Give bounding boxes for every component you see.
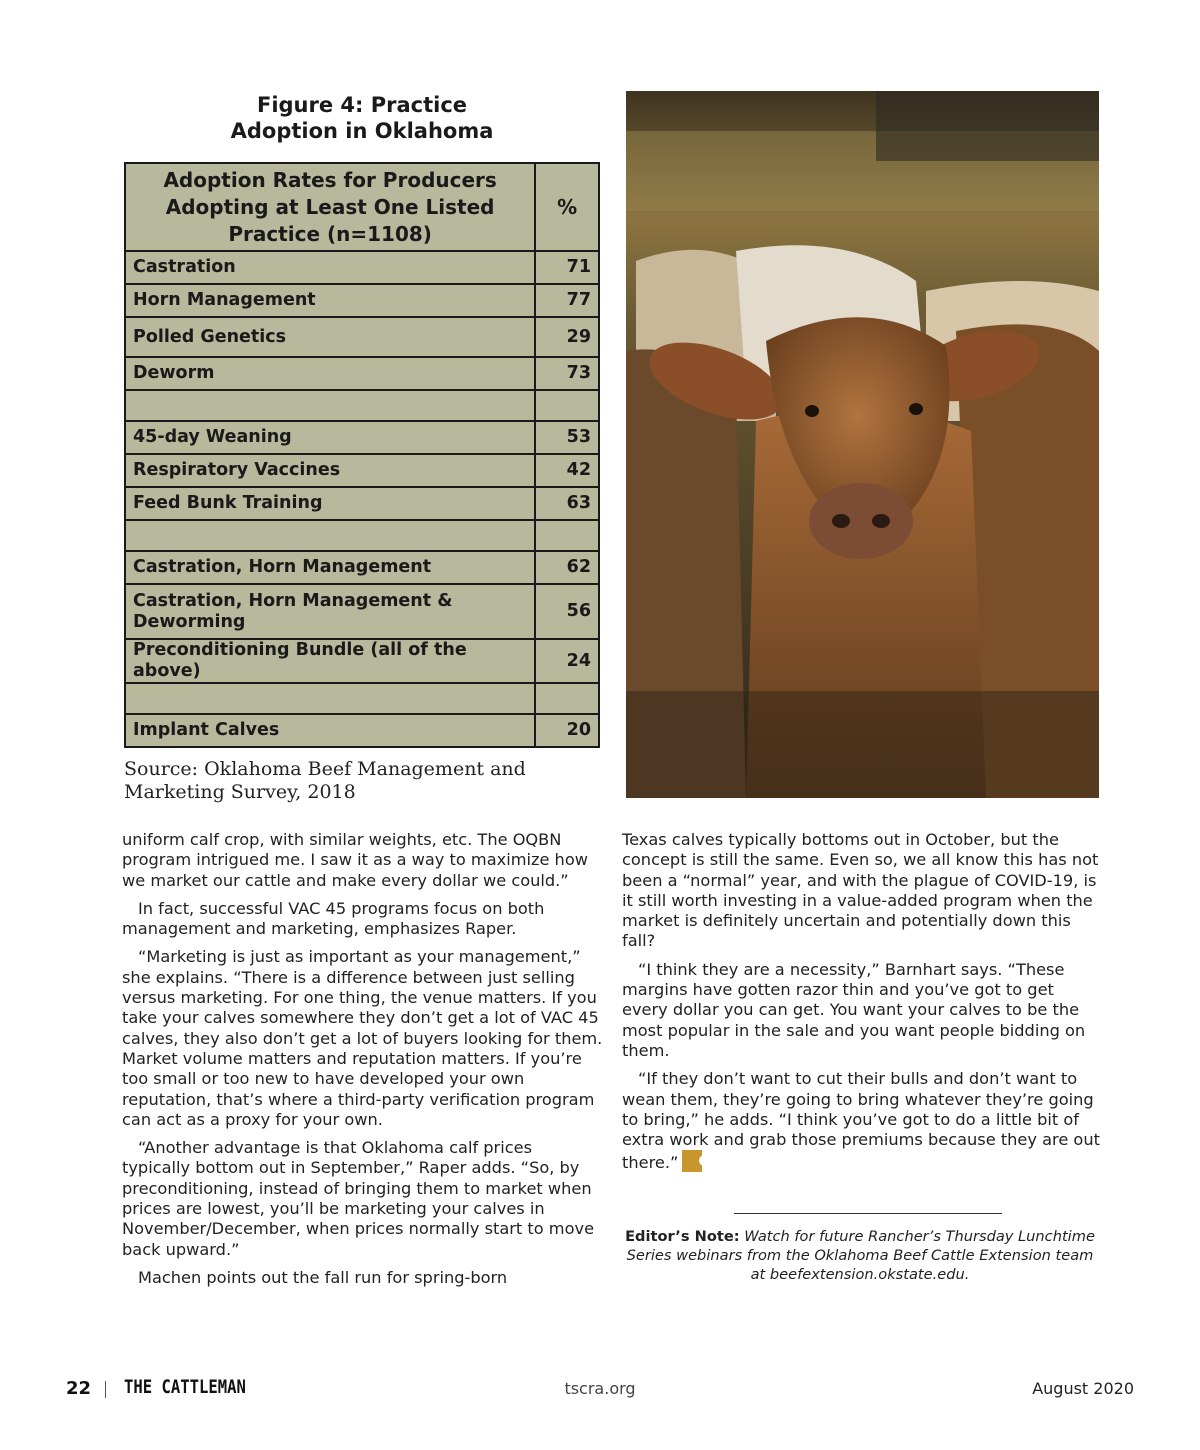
cattle-photo-illustration xyxy=(626,91,1099,798)
adoption-table xyxy=(124,162,600,748)
row-value: 73 xyxy=(535,357,599,390)
figure-source: Source: Oklahoma Beef Management and Marketing Survey, 2018 xyxy=(124,758,526,803)
figure-title-line2: Adoption in Oklahoma xyxy=(230,119,494,143)
article-paragraph: In fact, successful VAC 45 programs focus on both management and marketing, emphasizes Raper. xyxy=(122,898,545,939)
editor-note-divider xyxy=(734,1213,1002,1214)
article-paragraph: Machen points out the fall run for spring-born xyxy=(138,1267,508,1287)
row-value: 20 xyxy=(535,714,599,747)
table-row xyxy=(125,714,599,747)
figure-title-line1: Figure 4: Practice xyxy=(256,93,468,117)
editor-note-label: Editor’s Note: xyxy=(625,1228,740,1245)
row-label: Preconditioning Bundle (all of the above) xyxy=(125,639,535,683)
row-label xyxy=(125,683,535,714)
row-label: Horn Management xyxy=(125,284,535,317)
row-label: Castration, Horn Management & Deworming xyxy=(125,584,535,639)
row-value: 71 xyxy=(535,251,599,284)
table-header-practice: Adoption Rates for Producers Adopting at Least One Listed Practice (n=1108) xyxy=(125,163,535,251)
row-label: Implant Calves xyxy=(125,714,535,747)
table-header-row xyxy=(125,163,599,251)
table-row xyxy=(125,421,599,454)
row-label: Respiratory Vaccines xyxy=(125,454,535,487)
row-label: Castration, Horn Management xyxy=(125,551,535,584)
table-row xyxy=(125,454,599,487)
article-paragraph: “I think they are a necessity,” Barnhart says. “These margins have gotten razor thin and you’ve got to get every dollar you can get. You want your calves to be the most popular in the sale and you want people bidding on them. xyxy=(622,959,1086,1060)
table-row-spacer xyxy=(125,390,599,421)
table-row-spacer xyxy=(125,520,599,551)
cattle-photo xyxy=(626,91,1099,798)
article-paragraph: “Another advantage is that Oklahoma calf prices typically bottom out in September,” Raper adds. “So, by preconditioning, instead of bringing them to market when prices are lowest, you’ll be marketing your calves in November/December, when prices normally start to move back upward.” xyxy=(122,1138,595,1259)
table-row xyxy=(125,251,599,284)
row-label: Polled Genetics xyxy=(125,317,535,357)
article-paragraph: “Marketing is just as important as your management,” she explains. “There is a difference between just selling versus marketing. For one thing, the venue matters. If you take your calves somewhere they don’t get a lot of VAC 45 calves, they also don’t get a lot of buyers looking for them. Market volume matters and reputation matters. If you’re too small or too new to have developed your own reputation, that’s where a third-party verification program can act as a proxy for your own. xyxy=(122,947,603,1129)
figure-title xyxy=(124,92,600,144)
table-row-spacer xyxy=(125,683,599,714)
footer-date: August 2020 xyxy=(1032,1379,1134,1398)
table-header-percent: % xyxy=(535,163,599,251)
page-number: 22 xyxy=(66,1378,92,1399)
article-paragraph: uniform calf crop, with similar weights, etc. The OQBN program intrigued me. I saw it as a way to maximize how we market our cattle and make every dollar we could.” xyxy=(122,830,588,890)
table-row xyxy=(125,584,599,639)
row-value: 53 xyxy=(535,421,599,454)
row-value: 77 xyxy=(535,284,599,317)
row-label xyxy=(125,520,535,551)
end-mark-icon xyxy=(682,1150,710,1172)
article-paragraph-last xyxy=(622,1069,1102,1173)
row-value xyxy=(535,390,599,421)
row-label xyxy=(125,390,535,421)
row-value: 56 xyxy=(535,584,599,639)
row-value: 62 xyxy=(535,551,599,584)
end-mark-glyph: C xyxy=(698,1152,710,1171)
table-row xyxy=(125,284,599,317)
article-column-left xyxy=(122,830,604,1296)
row-value: 63 xyxy=(535,487,599,520)
row-value: 24 xyxy=(535,639,599,683)
row-label: 45-day Weaning xyxy=(125,421,535,454)
table-row xyxy=(125,551,599,584)
table-row xyxy=(125,639,599,683)
table-row xyxy=(125,317,599,357)
article-paragraph: Texas calves typically bottoms out in October, but the concept is still the same. Even so, we all know this has not been a “normal” year, and with the plague of COVID-19, is it still worth investing in a value-added program when the market is definitely uncertain and potentially down this fall? xyxy=(622,830,1099,951)
magazine-name: THE CATTLEMAN xyxy=(124,1376,246,1398)
table-row xyxy=(125,487,599,520)
article-paragraph-text: “If they don’t want to cut their bulls and don’t want to wean them, they’re going to bring whatever they’re going to bring,” he adds. “I think you’ve got to do a little bit of extra work and grab those premiums because they are out there.” xyxy=(622,1069,1100,1173)
row-label: Castration xyxy=(125,251,535,284)
editor-note xyxy=(622,1227,1098,1284)
article-column-right xyxy=(622,830,1102,1182)
footer-website: tscra.org xyxy=(564,1379,636,1398)
editor-note-text: Watch for future Rancher’s Thursday Lunchtime Series webinars from the Oklahoma Beef Cattle Extension team at beefextension.okstate.edu. xyxy=(626,1228,1095,1283)
row-label: Deworm xyxy=(125,357,535,390)
row-value xyxy=(535,683,599,714)
row-value: 42 xyxy=(535,454,599,487)
row-label: Feed Bunk Training xyxy=(125,487,535,520)
row-value: 29 xyxy=(535,317,599,357)
table-row xyxy=(125,357,599,390)
row-value xyxy=(535,520,599,551)
